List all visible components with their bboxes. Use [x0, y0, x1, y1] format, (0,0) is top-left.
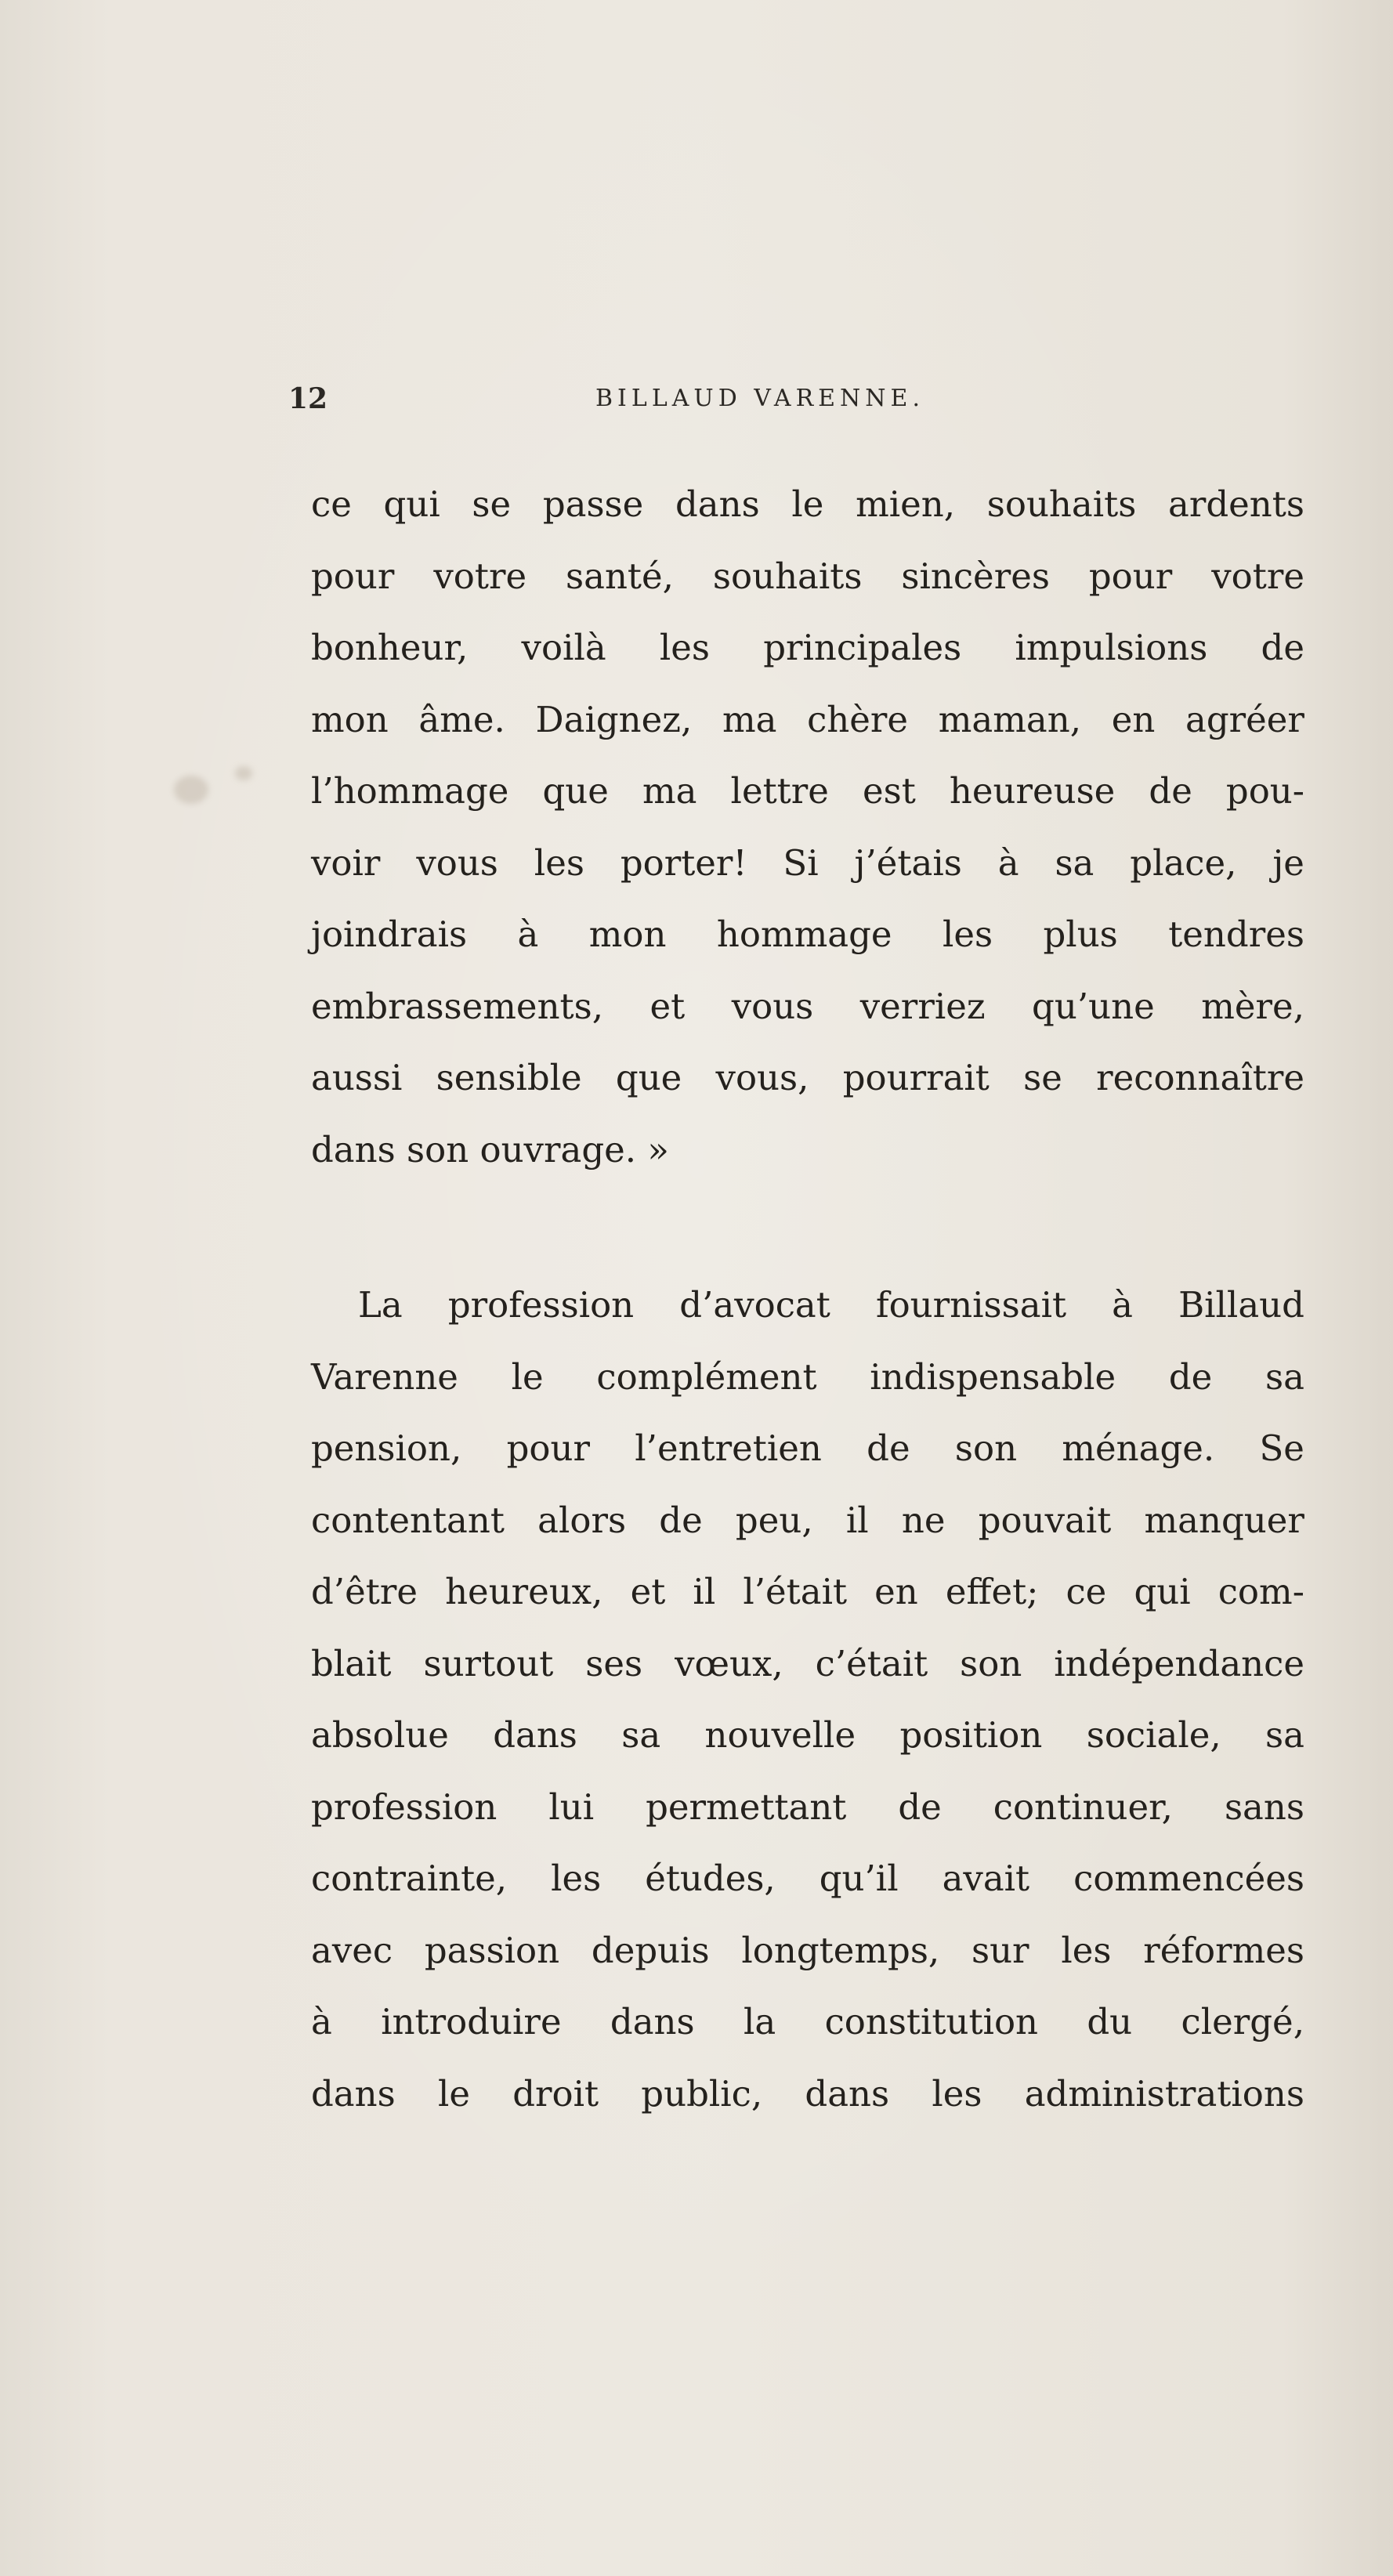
text-line: embrassements, et vous verriez qu’une mère, — [311, 985, 1304, 1027]
text-line: La profession d’avocat fournissait à Billaud — [358, 1284, 1304, 1326]
text-line: pour votre santé, souhaits sincères pour votre — [311, 555, 1304, 597]
page-smudge — [235, 766, 252, 780]
text-line: ce qui se passe dans le mien, souhaits ardents — [311, 483, 1304, 525]
text-line: contentant alors de peu, il ne pouvait manquer — [311, 1499, 1304, 1541]
body-text — [311, 469, 1304, 2129]
paragraph-gap — [311, 1185, 1304, 1269]
paragraph-profession — [311, 1269, 1304, 2129]
text-line: contrainte, les études, qu’il avait commencées — [311, 1858, 1304, 1899]
text-line: blait surtout ses vœux, c’était son indépendance — [311, 1642, 1304, 1684]
text-line: d’être heureux, et il l’était en effet; ce qui com- — [311, 1571, 1304, 1612]
text-line: à introduire dans la constitution du clergé, — [311, 2001, 1304, 2042]
text-line: dans le droit public, dans les administrations — [311, 2072, 1304, 2115]
text-line: profession lui permettant de continuer, sans — [311, 1785, 1304, 1828]
text-line: l’hommage que ma lettre est heureuse de pou- — [311, 770, 1304, 812]
text-line: bonheur, voilà les principales impulsions de — [311, 627, 1304, 668]
running-title: BILLAUD VARENNE. — [595, 385, 924, 412]
text-line: pension, pour l’entretien de son ménage. Se — [311, 1427, 1304, 1469]
text-line: Varenne le complément indispensable de sa — [311, 1355, 1304, 1398]
text-line: voir vous les porter! Si j’étais à sa place, je — [311, 841, 1304, 884]
text-line: mon âme. Daignez, ma chère maman, en agréer — [311, 698, 1304, 740]
page-number: 12 — [288, 382, 328, 415]
running-head — [288, 379, 1095, 418]
paragraph-letter-end — [311, 469, 1304, 1185]
page-smudge — [174, 776, 208, 804]
text-line: avec passion depuis longtemps, sur les réformes — [311, 1929, 1304, 1971]
text-line: aussi sensible que vous, pourrait se reconnaître — [311, 1057, 1304, 1098]
text-line: dans son ouvrage. » — [311, 1128, 669, 1170]
text-line: joindrais à mon hommage les plus tendres — [311, 914, 1304, 955]
text-line: absolue dans sa nouvelle position sociale, sa — [311, 1714, 1304, 1756]
